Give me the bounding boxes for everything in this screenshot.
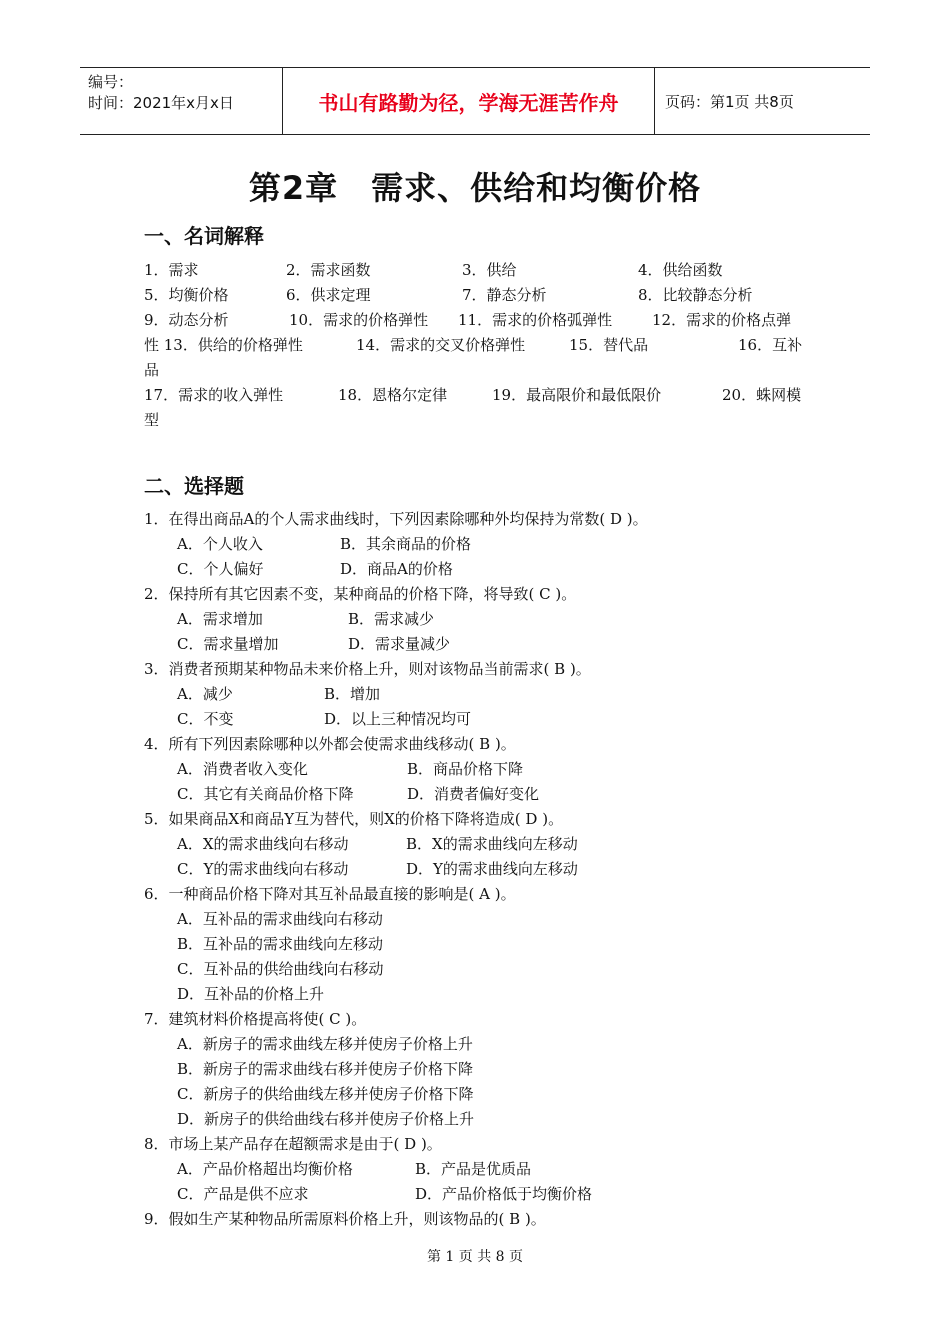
term-item: 6．供求定理 — [286, 286, 371, 304]
option-b: B．商品价格下降 — [407, 760, 524, 778]
option-a: A．产品价格超出均衡价格 — [177, 1160, 353, 1178]
terms-row — [144, 358, 814, 383]
term-item: 16．互补 — [738, 336, 803, 354]
option-b: B．需求减少 — [348, 610, 435, 628]
term-item: 5．均衡价格 — [144, 286, 229, 304]
option-c: C．互补品的供给曲线向右移动 — [177, 960, 384, 978]
term-item: 19．最高限价和最低限价 — [492, 386, 662, 404]
question-text: 4．所有下列因素除哪种以外都会使需求曲线移动( B )。 — [144, 735, 516, 753]
term-item: 12．需求的价格点弹 — [652, 311, 792, 329]
question-text: 9．假如生产某种物品所需原料价格上升，则该物品的( B )。 — [144, 1210, 546, 1228]
terms-row — [144, 383, 814, 408]
time-label: 时间：2021年x月x日 — [88, 94, 234, 112]
terms-row — [144, 283, 814, 308]
term-item: 20．蛛网模 — [722, 386, 802, 404]
option-d: D．以上三种情况均可 — [324, 710, 472, 728]
option-b: B．新房子的需求曲线右移并使房子价格下降 — [177, 1060, 474, 1078]
page-info: 页码：第1页 共8页 — [665, 92, 794, 111]
header-page-cell — [655, 68, 870, 134]
option-c: C．不变 — [177, 710, 234, 728]
term-item: 11．需求的价格弧弹性 — [458, 311, 613, 329]
option-a: A．减少 — [177, 685, 233, 703]
number-label: 编号： — [88, 73, 134, 91]
term-item: 品 — [144, 361, 160, 379]
option-a: A．需求增加 — [177, 610, 263, 628]
question-text: 1．在得出商品A的个人需求曲线时，下列因素除哪种外均保持为常数( D )。 — [144, 510, 648, 528]
term-item: 2．需求函数 — [286, 261, 371, 279]
term-item: 4．供给函数 — [638, 261, 723, 279]
chapter-title: 第2章 需求、供给和均衡价格 — [248, 169, 702, 207]
question-text: 5．如果商品X和商品Y互为替代，则X的价格下降将造成( D )。 — [144, 810, 564, 828]
option-b: B．增加 — [324, 685, 381, 703]
header-table — [80, 67, 870, 135]
term-item: 性 13．供给的价格弹性 — [144, 336, 303, 354]
option-d: D．新房子的供给曲线右移并使房子价格上升 — [177, 1110, 475, 1128]
option-d: D．产品价格低于均衡价格 — [415, 1185, 593, 1203]
question-text: 3．消费者预期某种物品未来价格上升，则对该物品当前需求( B )。 — [144, 660, 591, 678]
term-item: 型 — [144, 411, 160, 429]
question-text: 6．一种商品价格下降对其互补品最直接的影响是( A )。 — [144, 885, 516, 903]
option-c: C．需求量增加 — [177, 635, 279, 653]
question-text: 8．市场上某产品存在超额需求是由于( D )。 — [144, 1135, 442, 1153]
terms-row — [144, 333, 814, 358]
option-b: B．X的需求曲线向左移动 — [406, 835, 578, 853]
option-b: B．互补品的需求曲线向左移动 — [177, 935, 384, 953]
option-d: D．需求量减少 — [348, 635, 451, 653]
term-item: 15．替代品 — [569, 336, 649, 354]
section-heading-terms: 一、名词解释 — [144, 224, 264, 248]
term-item: 9．动态分析 — [144, 311, 229, 329]
option-d: D．商品A的价格 — [340, 560, 453, 578]
section-heading-choice: 二、选择题 — [144, 474, 244, 498]
term-item: 14．需求的交叉价格弹性 — [356, 336, 526, 354]
option-b: B．其余商品的价格 — [340, 535, 472, 553]
option-a: A．新房子的需求曲线左移并使房子价格上升 — [177, 1035, 473, 1053]
header-motto-cell — [282, 68, 655, 134]
option-c: C．Y的需求曲线向右移动 — [177, 860, 349, 878]
terms-row — [144, 308, 814, 333]
term-item: 18．恩格尔定律 — [338, 386, 448, 404]
term-item: 7．静态分析 — [462, 286, 547, 304]
option-c: C．新房子的供给曲线左移并使房子价格下降 — [177, 1085, 474, 1103]
page-footer: 第 1 页 共 8 页 — [426, 1249, 524, 1265]
motto-text: 书山有路勤为径，学海无涯苦作舟 — [318, 90, 619, 115]
option-a: A．消费者收入变化 — [177, 760, 308, 778]
term-item: 3．供给 — [462, 261, 517, 279]
option-a: A．X的需求曲线向右移动 — [177, 835, 349, 853]
option-c: C．个人偏好 — [177, 560, 264, 578]
term-item: 17．需求的收入弹性 — [144, 386, 284, 404]
option-d: D．互补品的价格上升 — [177, 985, 325, 1003]
terms-row — [144, 408, 814, 433]
term-item: 10．需求的价格弹性 — [289, 311, 429, 329]
option-a: A．互补品的需求曲线向右移动 — [177, 910, 383, 928]
option-c: C．其它有关商品价格下降 — [177, 785, 354, 803]
option-b: B．产品是优质品 — [415, 1160, 532, 1178]
term-item: 8．比较静态分析 — [638, 286, 753, 304]
option-d: D．Y的需求曲线向左移动 — [406, 860, 578, 878]
header-left-cell — [80, 68, 282, 134]
terms-row — [144, 258, 814, 283]
terms-list — [144, 258, 814, 433]
question-text: 7．建筑材料价格提高将使( C )。 — [144, 1010, 367, 1028]
option-a: A．个人收入 — [177, 535, 263, 553]
term-item: 1．需求 — [144, 261, 199, 279]
question-text: 2．保持所有其它因素不变，某种商品的价格下降，将导致( C )。 — [144, 585, 577, 603]
option-c: C．产品是供不应求 — [177, 1185, 309, 1203]
option-d: D．消费者偏好变化 — [407, 785, 540, 803]
